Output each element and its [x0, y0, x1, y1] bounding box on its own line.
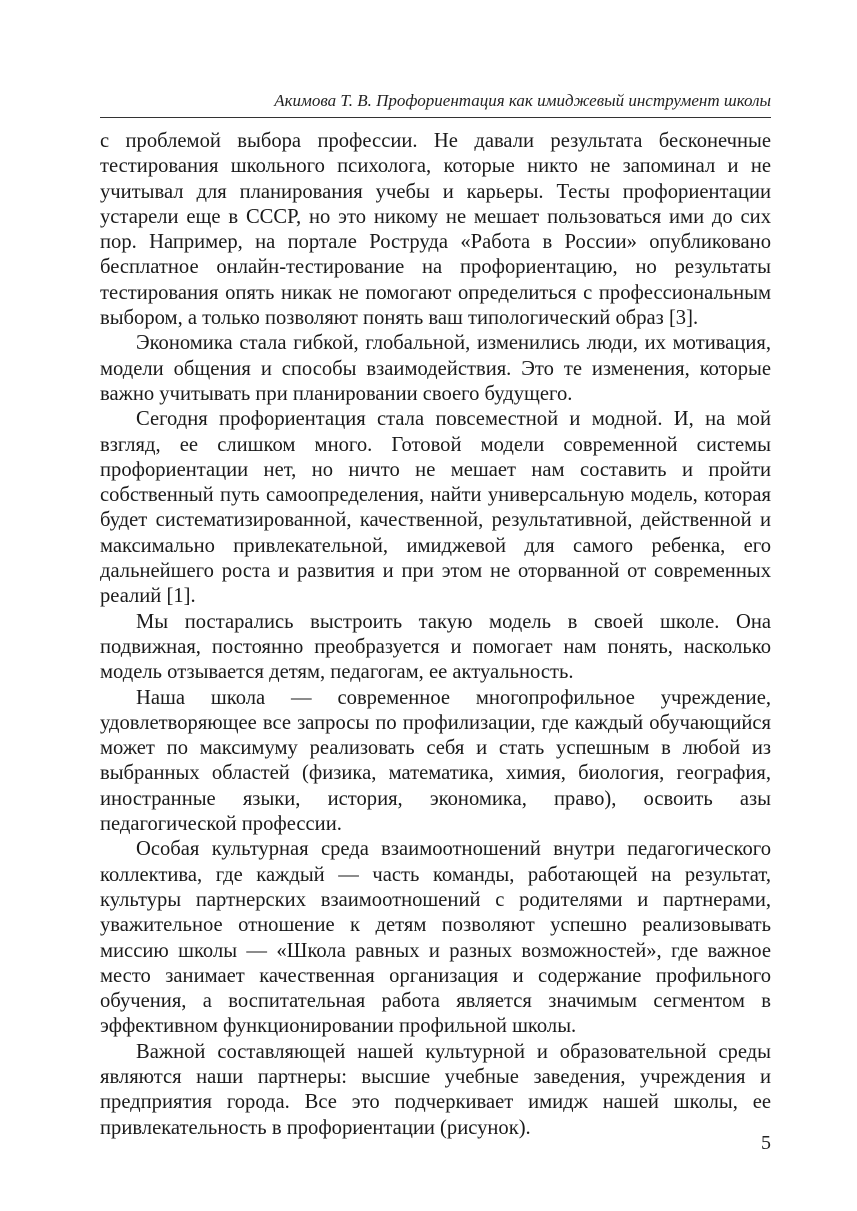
- header-divider: [100, 117, 771, 118]
- running-header: Акимова Т. В. Профориентация как имиджевый инструмент школы: [274, 91, 771, 110]
- paragraph: Важной составляющей нашей культурной и образовательной среды являются наши партнеры: высшие учебные заведения, учреждения и предприятия города. Все это подчеркивает имидж нашей школы, ее привлекательность в профориентации (рисунок).: [100, 1040, 771, 1139]
- paragraph: Наша школа — современное многопрофильное учреждение, удовлетворяющее все запросы по профилизации, где каждый обучающийся может по максимуму реализовать себя и стать успешным в любой из выбранных областей (физика, математика, химия, биология, география, иностранные языки, история, экономика, право), освоить азы педагогической профессии.: [100, 686, 771, 836]
- paragraph: Экономика стала гибкой, глобальной, изменились люди, их мотивация, модели общения и способы взаимодействия. Это те изменения, которые важно учитывать при планировании своего будущего.: [100, 332, 771, 405]
- paragraph: Сегодня профориентация стала повсеместной и модной. И, на мой взгляд, ее слишком много. Готовой модели современной системы профориентации нет, но ничто не мешает нам составить и пройти собственный путь самоопределения, найти универсальную модель, которая будет систематизированной, качественной, результативной, действенной и максимально привлекательной, имиджевой для самого ребенка, его дальнейшего роста и развития и при этом не оторванной от современных реалий [1].: [100, 408, 771, 608]
- body-text: [100, 129, 771, 1141]
- paragraph: Особая культурная среда взаимоотношений внутри педагогического коллектива, где каждый — часть команды, работающей на результат, культуры партнерских взаимоотношений с родителями и партнерами, уважительное отношение к детям позволяют успешно реализовывать миссию школы — «Школа равных и разных возможностей», где важное место занимает качественная организация и содержание профильного обучения, а воспитательная работа является значимым сегментом в эффективном функционировании профильной школы.: [100, 838, 771, 1038]
- page-number: 5: [761, 1132, 771, 1154]
- paragraph: с проблемой выбора профессии. Не давали результата бесконечные тестирования школьного психолога, которые никто не запоминал и не учитывал для планирования учебы и карьеры. Тесты профориентации устарели еще в СССР, но это никому не мешает пользоваться ими до сих пор. Например, на портале Роструда «Работа в России» опубликовано бесплатное онлайн-тестирование на профориентацию, но результаты тестирования опять никак не помогают определиться с профессиональным выбором, а только позволяют понять ваш типологический образ [3].: [100, 130, 771, 330]
- paragraph: Мы постарались выстроить такую модель в своей школе. Она подвижная, постоянно преобразуется и помогает нам понять, насколько модель отзывается детям, педагогам, ее актуальность.: [100, 610, 771, 684]
